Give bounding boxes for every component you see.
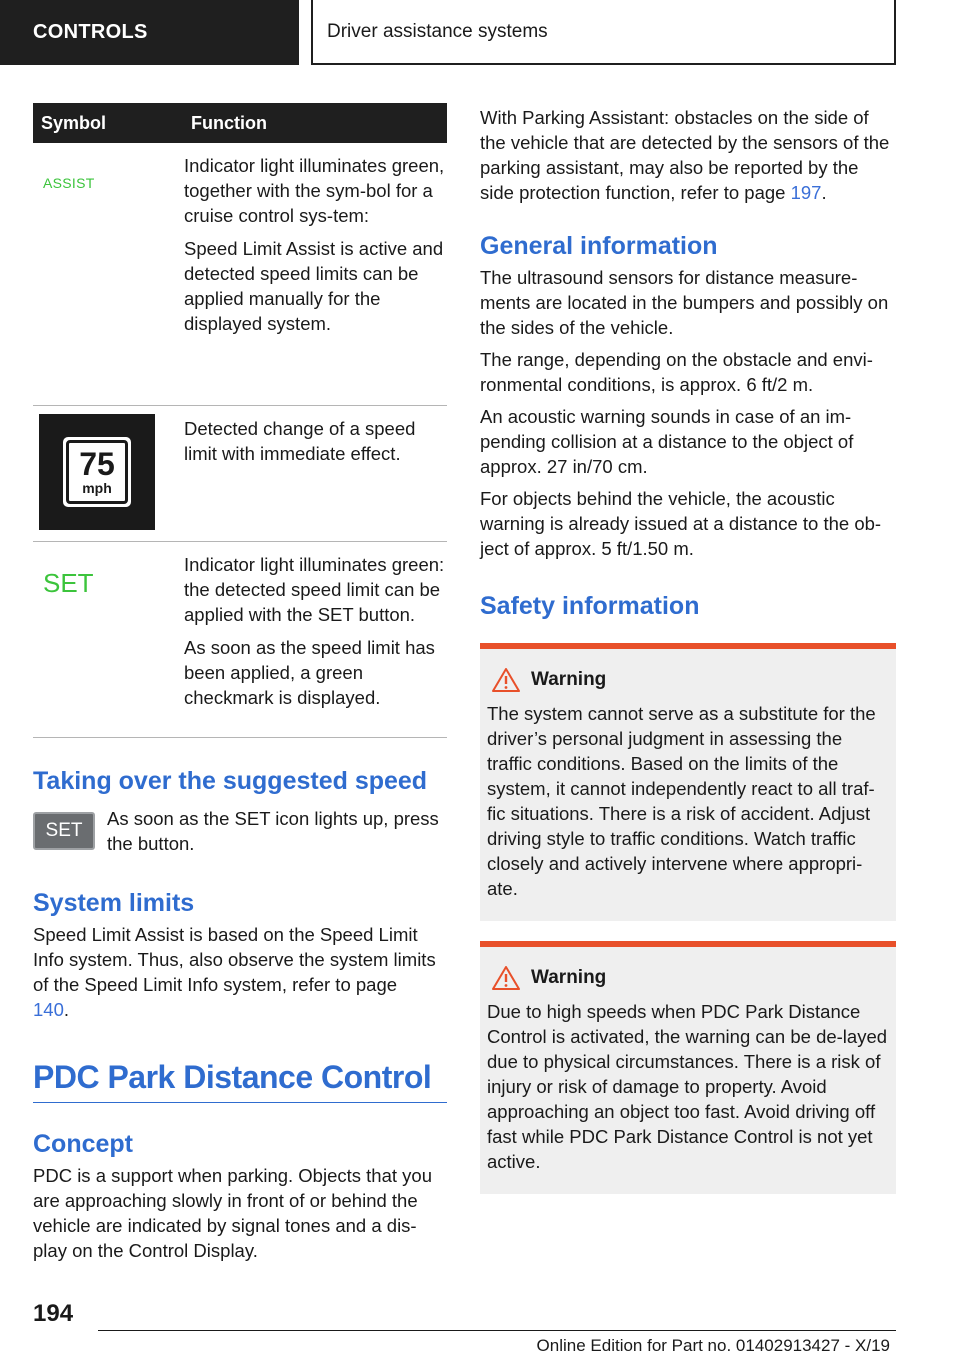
page-link[interactable]: 197 bbox=[790, 182, 822, 203]
concept-text: PDC is a support when parking. Objects that you are approaching slowly in front of or behind the vehicle are indicated by signal tones and a dis-play on the Control Display. bbox=[33, 1164, 432, 1261]
general-text: The range, depending on the obstacle and envi-ronmental conditions, is approx. 6 ft/2 m. bbox=[480, 349, 873, 395]
page-link[interactable]: 140 bbox=[33, 998, 64, 1020]
warning-title: Warning bbox=[531, 669, 607, 690]
speed-limit-sign-icon bbox=[39, 414, 155, 530]
sign-unit: mph bbox=[82, 479, 112, 496]
symbol-column-header: Symbol bbox=[33, 103, 184, 143]
set-button-icon: SET bbox=[33, 812, 95, 850]
table-row bbox=[33, 405, 447, 541]
taking-over-heading: Taking over the suggested speed bbox=[33, 766, 428, 795]
function-text: Speed Limit Assist is active and detected speed limits can be applied manually for the displayed system. bbox=[184, 238, 444, 334]
right-column bbox=[480, 103, 896, 1194]
warning-box bbox=[480, 643, 896, 921]
warning-title: Warning bbox=[531, 967, 607, 988]
header-chapter: Driver assistance systems bbox=[311, 0, 896, 65]
intro-text: With Parking Assistant: obstacles on the side of the vehicle that are detected by the sensors of the parking assistant, may also be reported by the side protection function, refer to page 197. bbox=[480, 107, 890, 203]
general-info-heading: General information bbox=[480, 232, 718, 260]
heading-rule bbox=[33, 1102, 447, 1103]
pdc-heading: PDC Park Distance Control bbox=[33, 1058, 432, 1095]
warning-text: The system cannot serve as a substitute for the driver’s personal judgment in assessing the traffic conditions. Based on the limits of the system, it cannot independently react to all traf-fic situations. There is a risk of accident. Adjust driving style to traffic conditions. Watch traffic closely and actively intervene where appropri-ate. bbox=[487, 703, 876, 899]
function-column-header: Function bbox=[184, 103, 447, 143]
page-number: 194 bbox=[33, 1300, 74, 1327]
sign-number: 75 bbox=[79, 445, 115, 482]
warning-text: Due to high speeds when PDC Park Distance Control is activated, the warning can be de-layed due to physical circumstances. There is a risk of injury or risk of damage to property. Avoid approaching an object too fast. Avoid driving off fast while PDC Park Distance Control is not yet active. bbox=[487, 1001, 888, 1172]
symbol-table bbox=[33, 103, 447, 738]
taking-over-block bbox=[33, 806, 447, 856]
system-limits-heading: System limits bbox=[33, 888, 195, 917]
table-row bbox=[33, 143, 447, 405]
function-text: Indicator light illuminates green: the detected speed limit can be applied with the SET button. bbox=[184, 553, 445, 625]
function-text: Detected change of a speed limit with immediate effect. bbox=[184, 417, 416, 464]
function-text: Indicator light illuminates green, together with the sym-bol for a cruise control sys-tem: bbox=[184, 155, 445, 226]
assist-indicator-icon: ASSIST bbox=[43, 175, 95, 191]
warning-box bbox=[480, 941, 896, 1194]
table-row bbox=[33, 541, 447, 737]
general-text: An acoustic warning sounds in case of an im-pending collision at a distance to the object of approx. 27 in/70 cm. bbox=[480, 406, 854, 477]
general-text: For objects behind the vehicle, the acoustic warning is already issued at a distance to the ob-ject of approx. 5 ft/1.50 m. bbox=[480, 488, 882, 559]
taking-over-text: As soon as the SET icon lights up, press the button. bbox=[107, 807, 439, 854]
general-text: The ultrasound sensors for distance measure-ments are located in the bumpers and possibly on the sides of the vehicle. bbox=[480, 267, 889, 338]
footer-edition: Online Edition for Part no. 01402913427 - X/19 bbox=[536, 1336, 890, 1355]
concept-heading: Concept bbox=[33, 1129, 133, 1158]
warning-triangle-icon bbox=[491, 965, 521, 991]
safety-info-heading: Safety information bbox=[480, 592, 700, 620]
function-text: As soon as the speed limit has been applied, a green checkmark is displayed. bbox=[184, 636, 435, 708]
header-section: CONTROLS bbox=[0, 0, 299, 65]
system-limits-text: Speed Limit Assist is based on the Speed Limit Info system. Thus, also observe the system limits of the Speed Limit Info system, refer to page 140. bbox=[33, 923, 436, 1020]
footer-rule bbox=[98, 1330, 896, 1331]
set-indicator-icon: SET bbox=[43, 567, 94, 598]
left-column bbox=[33, 103, 447, 1263]
warning-triangle-icon bbox=[491, 667, 521, 693]
